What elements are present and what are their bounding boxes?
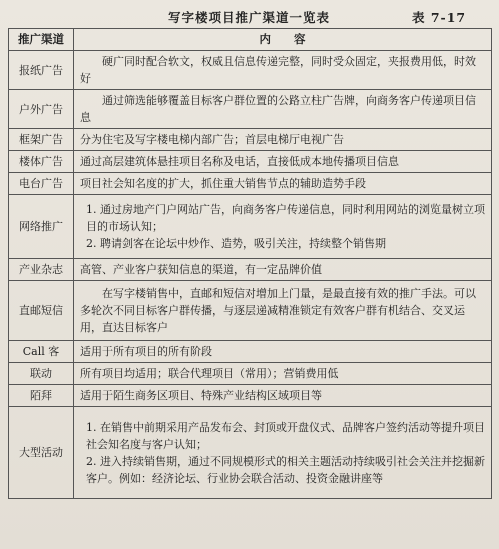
channel-cell: 户外广告 — [9, 90, 74, 129]
content-cell: 所有项目均适用；联合代理项目（常用）；营销费用低 — [74, 363, 492, 385]
table-header-row — [9, 29, 492, 51]
table-caption — [0, 6, 499, 26]
table-title: 写字楼项目推广渠道一览表 — [168, 10, 331, 25]
table-row — [9, 363, 492, 385]
channel-cell: 产业杂志 — [9, 259, 74, 281]
content-cell — [74, 195, 492, 259]
channel-cell: 报纸广告 — [9, 51, 74, 90]
table-row — [9, 129, 492, 151]
content-cell: 硬广同时配合软文，权威且信息传递完整，同时受众固定，夹报费用低，时效好 — [74, 51, 492, 90]
header-content: 内 容 — [74, 29, 492, 51]
content-cell: 高管、产业客户获知信息的渠道，有一定品牌价值 — [74, 259, 492, 281]
table-row — [9, 259, 492, 281]
channel-cell: 网络推广 — [9, 195, 74, 259]
content-cell — [74, 407, 492, 499]
table-row — [9, 151, 492, 173]
table-row — [9, 51, 492, 90]
content-cell: 通过高层建筑体悬挂项目名称及电话，直接低成本地传播项目信息 — [74, 151, 492, 173]
channel-cell: 大型活动 — [9, 407, 74, 499]
content-cell: 适用于所有项目的所有阶段 — [74, 341, 492, 363]
content-cell: 分为住宅及写字楼电梯内部广告；首层电梯厅电视广告 — [74, 129, 492, 151]
content-cell: 通过筛选能够覆盖目标客户群位置的公路立柱广告牌，向商务客户传递项目信息 — [74, 90, 492, 129]
content-cell: 项目社会知名度的扩大，抓住重大销售节点的辅助造势手段 — [74, 173, 492, 195]
content-item: 2. 聘请剑客在论坛中炒作、造势，吸引关注，持续整个销售期 — [86, 237, 386, 250]
content-item: 2. 进入持续销售期，通过不同规模形式的相关主题活动持续吸引社会关注并挖掘新客户。例如：经济论坛、行业协会联合活动、投资金融讲座等 — [86, 454, 485, 485]
channel-cell: 陌拜 — [9, 385, 74, 407]
content-item: 1. 在销售中前期采用产品发布会、封顶或开盘仪式、品牌客户签约活动等提升项目社会知名度与客户认知； — [86, 420, 485, 451]
channel-cell: 电台广告 — [9, 173, 74, 195]
content-cell: 在写字楼销售中，直邮和短信对增加上门量，是最直接有效的推广手法。可以多轮次不同目标客户群传播，与逐层递减精准锁定有效客户群有机结合、交叉运用，直达目标客户 — [74, 281, 492, 341]
table-row — [9, 195, 492, 259]
table-row — [9, 341, 492, 363]
table-row — [9, 90, 492, 129]
header-channel: 推广渠道 — [9, 29, 74, 51]
table-number: 表 7-17 — [412, 10, 467, 25]
table-row — [9, 407, 492, 499]
channel-cell: 楼体广告 — [9, 151, 74, 173]
channel-cell: Call 客 — [9, 341, 74, 363]
promotion-channel-table — [8, 28, 492, 499]
channel-cell: 联动 — [9, 363, 74, 385]
table-row — [9, 173, 492, 195]
table-row — [9, 385, 492, 407]
content-cell: 适用于陌生商务区项目、特殊产业结构区域项目等 — [74, 385, 492, 407]
channel-cell: 直邮短信 — [9, 281, 74, 341]
channel-cell: 框架广告 — [9, 129, 74, 151]
table-row — [9, 281, 492, 341]
content-item: 1. 通过房地产门户网站广告，向商务客户传递信息，同时利用网站的浏览量树立项目的市场认知； — [86, 203, 485, 233]
